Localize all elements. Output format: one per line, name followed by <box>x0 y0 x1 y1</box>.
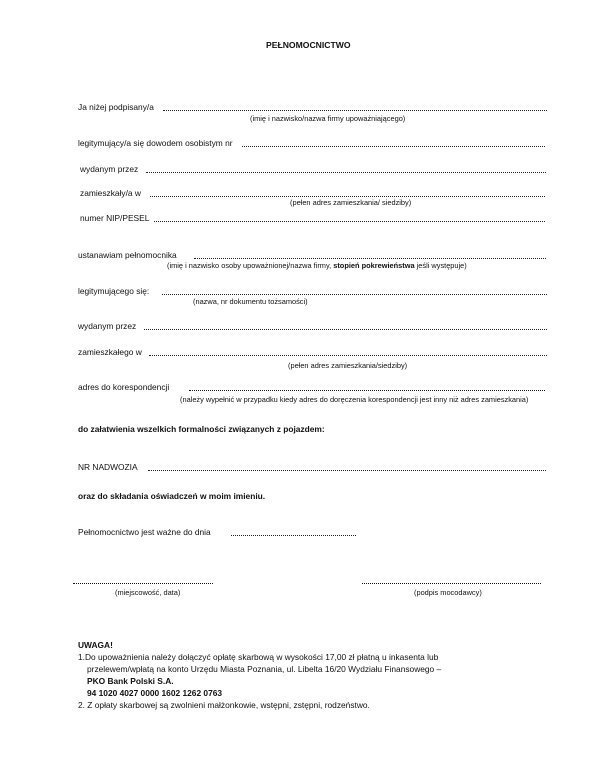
principal-label: Ja niżej podpisany/a <box>78 102 154 112</box>
signature-note: (podpis mocodawcy) <box>414 588 482 597</box>
nip-pesel-field[interactable] <box>154 221 545 222</box>
warning-item2: 2. Z opłaty skarbowej są zwolnieni małżonkowie, wstępni, zstępni, rodzeństwo. <box>78 700 370 710</box>
attorney-id-label: legitymującego się: <box>78 286 150 296</box>
address-field[interactable] <box>150 196 545 197</box>
correspondence-label: adres do korespondencji <box>78 382 170 392</box>
nip-label: numer NIP/PESEL <box>80 213 150 223</box>
attorney-note-bold: stopień pokrewieństwa <box>333 261 415 270</box>
attorney-address-field[interactable] <box>149 355 547 356</box>
warning-item1-line1: 1.Do upoważnienia należy dołączyć opłatę skarbową w wysokości 17,00 zł płatną u inkasenta lub <box>78 652 439 662</box>
attorney-note-prefix: (imię i nazwisko osoby upoważnionej/nazwa firmy, <box>167 261 332 270</box>
issued-by-field[interactable] <box>146 172 546 173</box>
warning-item1-line2: przelewem/wpłatą na konto Urzędu Miasta Poznania, ul. Libelta 16/20 Wydziału Finansowego – <box>87 664 442 674</box>
warning-heading: UWAGA! <box>78 640 113 650</box>
issued-label: wydanym przez <box>80 164 139 174</box>
vin-label: NR NADWOZIA <box>78 462 138 472</box>
attorney-note-suffix: jeśli występuje) <box>416 261 467 270</box>
vin-field[interactable] <box>148 470 546 471</box>
correspondence-note: (należy wypełnić w przypadku kiedy adres do doręczenia korespondencji jest inny niż adres zamieszkania) <box>180 395 529 404</box>
correspondence-field[interactable] <box>189 390 545 391</box>
principal-note: (imię i nazwisko/nazwa firmy upoważniającego) <box>250 114 406 123</box>
purpose-text: do załatwienia wszelkich formalności związanych z pojazdem: <box>78 424 325 434</box>
validity-label: Pełnomocnictwo jest ważne do dnia <box>78 527 211 537</box>
attorney-note <box>167 261 467 270</box>
attorney-issued-field[interactable] <box>144 329 547 330</box>
signature-field[interactable] <box>362 583 541 584</box>
place-date-note: (miejscowość, data) <box>115 588 181 597</box>
attorney-address-note: (pełen adres zamieszkania/siedziby) <box>288 361 408 370</box>
principal-name-field[interactable] <box>163 110 547 111</box>
address-label: zamieszkały/a w <box>80 188 141 198</box>
account-number: 94 1020 4027 0000 1602 1262 0763 <box>87 688 223 698</box>
attorney-issued-label: wydanym przez <box>78 321 137 331</box>
attorney-name-field[interactable] <box>194 258 546 259</box>
attorney-address-label: zamieszkałego w <box>78 347 142 357</box>
statement-text: oraz do składania oświadczeń w moim imieniu. <box>78 491 266 501</box>
address-note: (pełen adres zamieszkania/ siedziby) <box>290 198 412 207</box>
id-label: legitymujący/a się dowodem osobistym nr <box>78 138 233 148</box>
id-number-field[interactable] <box>242 146 545 147</box>
bank-name: PKO Bank Polski S.A. <box>87 676 174 686</box>
attorney-label: ustanawiam pełnomocnika <box>78 250 177 260</box>
page-title: PEŁNOMOCNICTWO <box>266 40 351 50</box>
attorney-id-note: (nazwa, nr dokumentu tożsamości) <box>193 297 308 306</box>
validity-date-field[interactable] <box>231 535 356 536</box>
attorney-id-field[interactable] <box>162 294 547 295</box>
place-date-field[interactable] <box>73 583 213 584</box>
